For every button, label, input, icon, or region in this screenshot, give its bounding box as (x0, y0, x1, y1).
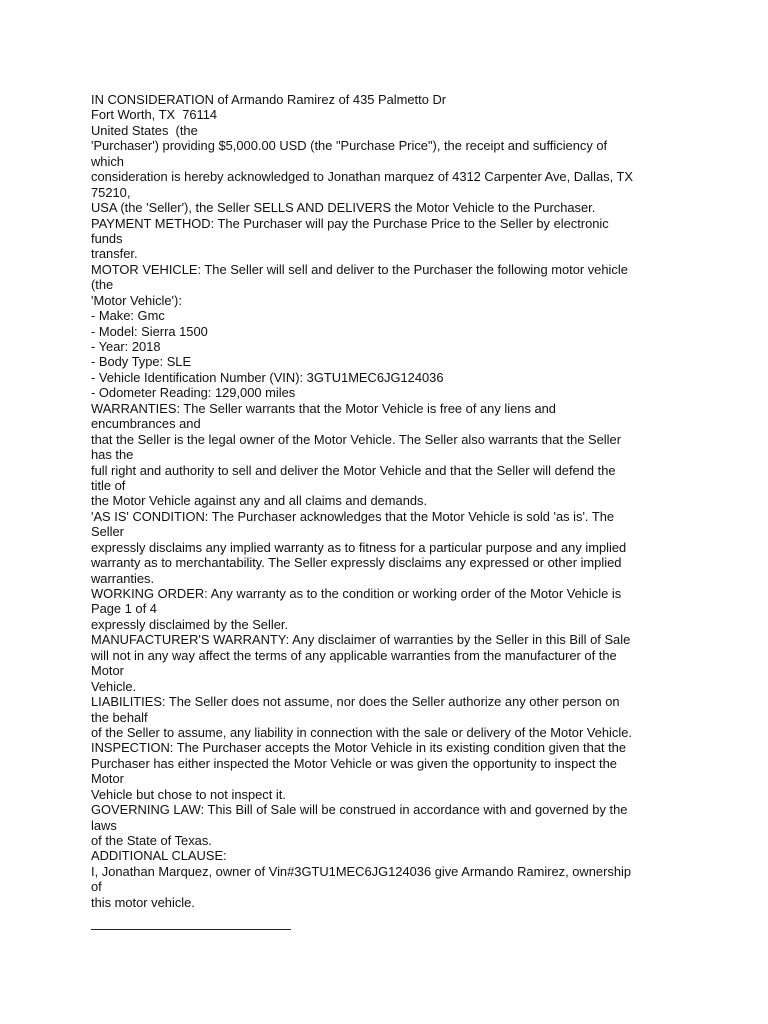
document-line: WARRANTIES: The Seller warrants that the Motor Vehicle is free of any liens and (91, 400, 556, 416)
document-line: 'Purchaser') providing $5,000.00 USD (the "Purchase Price"), the receipt and sufficiency of (91, 138, 608, 154)
document-line: consideration is hereby acknowledged to Jonathan marquez of 4312 Carpenter Ave, Dallas, TX (91, 169, 633, 185)
document-line: LIABILITIES: The Seller does not assume, nor does the Seller authorize any other person on (91, 694, 620, 710)
document-line: Purchaser has either inspected the Motor Vehicle or was given the opportunity to inspect the (91, 755, 617, 771)
document-line: will not in any way affect the terms of any applicable warranties from the manufacturer of the (91, 647, 617, 663)
signature-line (91, 929, 291, 930)
document-line: of the Seller to assume, any liability in connection with the sale or delivery of the Motor Vehicle. (91, 724, 632, 740)
document-line: 'AS IS' CONDITION: The Purchaser acknowledges that the Motor Vehicle is sold 'as is'. The (91, 508, 615, 524)
document-line: full right and authority to sell and deliver the Motor Vehicle and that the Seller will defend the (91, 462, 616, 478)
document-line: (the (91, 277, 114, 293)
document-line: the Motor Vehicle against any and all claims and demands. (91, 493, 428, 509)
document-line: that the Seller is the legal owner of the Motor Vehicle. The Seller also warrants that the Seller (91, 431, 621, 447)
document-line: United States (the (91, 122, 198, 138)
document-line: I, Jonathan Marquez, owner of Vin#3GTU1MEC6JG124036 give Armando Ramirez, ownership (91, 863, 632, 879)
document-line: warranties. (91, 570, 155, 586)
document-line: 'Motor Vehicle'): (91, 292, 182, 308)
document-line: Page 1 of 4 (91, 601, 157, 617)
document-line: PAYMENT METHOD: The Purchaser will pay the Purchase Price to the Seller by electronic (91, 215, 609, 231)
document-line: - Year: 2018 (91, 339, 161, 354)
document-line: - Body Type: SLE (91, 354, 192, 370)
document-line: - Model: Sierra 1500 (91, 323, 208, 339)
document-line: Motor (91, 663, 124, 679)
document-line: USA (the 'Seller'), the Seller SELLS AND DELIVERS the Motor Vehicle to the Purchaser. (91, 200, 596, 216)
document-line: this motor vehicle. (91, 894, 195, 910)
document-line: GOVERNING LAW: This Bill of Sale will be construed in accordance with and governed by the (91, 802, 628, 818)
document-line: laws (91, 817, 117, 833)
document-line: MOTOR VEHICLE: The Seller will sell and deliver to the Purchaser the following motor vehicle (91, 261, 628, 277)
document-line: Vehicle. (91, 678, 137, 694)
document-line: of (91, 879, 102, 895)
document-line: Vehicle but chose to not inspect it. (91, 786, 286, 802)
document-line: ADDITIONAL CLAUSE: (91, 848, 227, 864)
document-line: - Vehicle Identification Number (VIN): 3GTU1MEC6JG124036 (91, 369, 444, 385)
document-line: - Odometer Reading: 129,000 miles (91, 385, 296, 401)
document-line: encumbrances and (91, 416, 201, 432)
document-line: MANUFACTURER'S WARRANTY: Any disclaimer of warranties by the Seller in this Bill of Sale (91, 632, 631, 648)
document-line: Seller (91, 524, 124, 540)
document-line: which (91, 153, 124, 169)
document-line: Motor (91, 771, 124, 787)
document-line: WORKING ORDER: Any warranty as to the condition or working order of the Motor Vehicle is (91, 586, 622, 601)
document-line: has the (91, 447, 134, 463)
document-line: transfer. (91, 246, 138, 262)
document-line: expressly disclaims any implied warranty as to fitness for a particular purpose and any implied (91, 539, 627, 555)
document-line: of the State of Texas. (91, 833, 212, 848)
document-line: expressly disclaimed by the Seller. (91, 616, 289, 632)
document-line: the behalf (91, 709, 148, 725)
document-line: - Make: Gmc (91, 308, 165, 324)
document-line: warranty as to merchantability. The Seller expressly disclaims any expressed or other implied (91, 555, 622, 571)
document-line: INSPECTION: The Purchaser accepts the Motor Vehicle in its existing condition given that the (91, 740, 626, 756)
document-line: 75210, (91, 184, 131, 200)
document-line: funds (91, 230, 123, 246)
document-line: IN CONSIDERATION of Armando Ramirez of 435 Palmetto Dr (91, 92, 447, 107)
document-line: Fort Worth, TX 76114 (91, 107, 218, 123)
document-body (91, 92, 691, 910)
document-line: title of (91, 477, 126, 493)
